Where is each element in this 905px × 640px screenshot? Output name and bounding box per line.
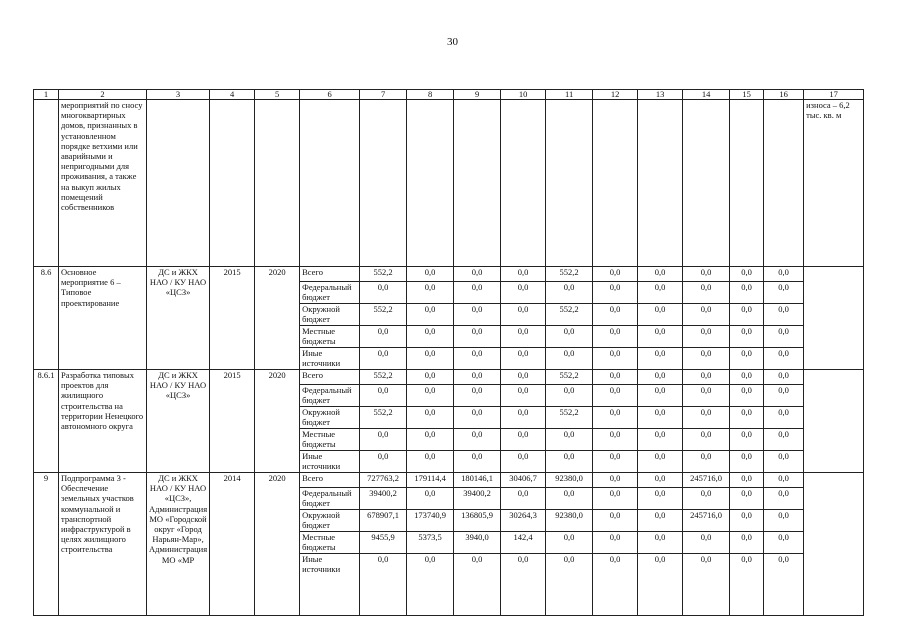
value-cell: 0,0 — [593, 451, 638, 473]
measure-name: мероприятий по сносу многоквартирных домов, признанных в установленном порядке ветхими или аварийными и непригодными для проживания, а также на выкуп жилых помещений собственников — [59, 100, 147, 267]
note-cell: износа – 6,2 тыс. кв. м — [804, 100, 864, 267]
value-cell: 0,0 — [638, 510, 683, 532]
table-row — [34, 267, 864, 282]
value-cell: 0,0 — [407, 267, 454, 282]
value-cell: 0,0 — [454, 429, 501, 451]
value-cell: 0,0 — [501, 370, 546, 385]
value-cell: 0,0 — [764, 282, 804, 304]
value-cell: 552,2 — [546, 370, 593, 385]
value-cell: 0,0 — [764, 488, 804, 510]
column-number: 8 — [407, 90, 454, 100]
value-cell: 0,0 — [546, 488, 593, 510]
value-cell: 0,0 — [730, 267, 764, 282]
funding-source: Окружной бюджет — [300, 510, 360, 532]
value-cell: 0,0 — [546, 348, 593, 370]
value-cell: 39400,2 — [360, 488, 407, 510]
value-cell: 0,0 — [454, 282, 501, 304]
value-cell: 0,0 — [683, 451, 730, 473]
value-cell: 552,2 — [546, 267, 593, 282]
value-cell: 0,0 — [638, 326, 683, 348]
column-number: 3 — [147, 90, 210, 100]
value-cell: 552,2 — [360, 304, 407, 326]
value-cell: 0,0 — [593, 554, 638, 616]
value-cell: 0,0 — [683, 429, 730, 451]
value-cell: 0,0 — [546, 282, 593, 304]
value-cell: 180146,1 — [454, 473, 501, 488]
value-cell: 0,0 — [454, 348, 501, 370]
funding-source: Федеральный бюджет — [300, 488, 360, 510]
value-cell: 0,0 — [501, 385, 546, 407]
value-cell: 0,0 — [730, 554, 764, 616]
value-cell: 142,4 — [501, 532, 546, 554]
funding-source: Всего — [300, 473, 360, 488]
value-cell: 0,0 — [593, 488, 638, 510]
executor-cell: ДС и ЖКХ НАО / КУ НАО «ЦСЗ», Администрация МО «Городской округ «Город Нарьян-Мар», Администрация МО «МР — [147, 473, 210, 616]
value-cell: 0,0 — [407, 451, 454, 473]
funding-source: Местные бюджеты — [300, 326, 360, 348]
value-cell: 0,0 — [546, 429, 593, 451]
value-cell: 727763,2 — [360, 473, 407, 488]
value-cell: 552,2 — [360, 370, 407, 385]
value-cell: 0,0 — [683, 282, 730, 304]
funding-source: Окружной бюджет — [300, 304, 360, 326]
value-cell: 0,0 — [683, 304, 730, 326]
value-cell: 0,0 — [730, 282, 764, 304]
value-cell: 0,0 — [638, 554, 683, 616]
value-cell: 0,0 — [407, 304, 454, 326]
value-cell: 136805,9 — [454, 510, 501, 532]
value-cell: 0,0 — [593, 326, 638, 348]
column-number: 9 — [454, 90, 501, 100]
value-cell: 0,0 — [593, 304, 638, 326]
funding-source: Иные источники — [300, 451, 360, 473]
column-number-row — [34, 90, 864, 100]
value-cell: 0,0 — [546, 532, 593, 554]
note-cell — [804, 473, 864, 616]
value-cell: 0,0 — [501, 267, 546, 282]
value-cell: 0,0 — [593, 429, 638, 451]
value-cell: 678907,1 — [360, 510, 407, 532]
value-cell: 179114,4 — [407, 473, 454, 488]
value-cell: 30264,3 — [501, 510, 546, 532]
value-cell: 0,0 — [360, 385, 407, 407]
value-cell: 0,0 — [546, 326, 593, 348]
value-cell: 0,0 — [683, 554, 730, 616]
value-cell: 0,0 — [764, 473, 804, 488]
value-cell: 0,0 — [638, 348, 683, 370]
value-cell: 0,0 — [593, 532, 638, 554]
column-number: 13 — [638, 90, 683, 100]
value-cell: 3940,0 — [454, 532, 501, 554]
column-number: 17 — [804, 90, 864, 100]
column-number: 2 — [59, 90, 147, 100]
funding-source: Федеральный бюджет — [300, 385, 360, 407]
value-cell: 0,0 — [360, 429, 407, 451]
value-cell: 9455,9 — [360, 532, 407, 554]
table-row — [34, 100, 864, 267]
value-cell: 0,0 — [683, 267, 730, 282]
value-cell: 0,0 — [683, 348, 730, 370]
value-cell: 0,0 — [683, 326, 730, 348]
funding-source: Местные бюджеты — [300, 532, 360, 554]
value-cell: 245716,0 — [683, 510, 730, 532]
value-cell: 0,0 — [764, 407, 804, 429]
value-cell: 0,0 — [730, 429, 764, 451]
value-cell: 0,0 — [454, 370, 501, 385]
value-cell: 0,0 — [764, 429, 804, 451]
value-cell: 0,0 — [454, 326, 501, 348]
start-year: 2015 — [210, 267, 255, 370]
value-cell: 0,0 — [360, 326, 407, 348]
value-cell: 0,0 — [593, 510, 638, 532]
column-number: 4 — [210, 90, 255, 100]
value-cell: 0,0 — [764, 510, 804, 532]
value-cell: 0,0 — [546, 385, 593, 407]
value-cell: 0,0 — [638, 532, 683, 554]
value-cell: 0,0 — [638, 304, 683, 326]
measure-name: Разработка типовых проектов для жилищного строительства на территории Ненецкого автономного округа — [59, 370, 147, 473]
value-cell: 0,0 — [407, 326, 454, 348]
end-year: 2020 — [255, 473, 300, 616]
executor-cell: ДС и ЖКХ НАО / КУ НАО «ЦСЗ» — [147, 267, 210, 370]
value-cell: 0,0 — [764, 267, 804, 282]
value-cell: 0,0 — [593, 473, 638, 488]
value-cell: 0,0 — [454, 451, 501, 473]
value-cell: 0,0 — [730, 385, 764, 407]
value-cell: 552,2 — [360, 407, 407, 429]
funding-source: Федеральный бюджет — [300, 282, 360, 304]
value-cell: 0,0 — [638, 385, 683, 407]
value-cell: 0,0 — [407, 348, 454, 370]
value-cell: 0,0 — [730, 532, 764, 554]
value-cell: 0,0 — [730, 326, 764, 348]
value-cell: 0,0 — [593, 282, 638, 304]
value-cell: 0,0 — [638, 407, 683, 429]
value-cell: 0,0 — [501, 282, 546, 304]
value-cell: 92380,0 — [546, 510, 593, 532]
column-number: 6 — [300, 90, 360, 100]
value-cell: 0,0 — [501, 488, 546, 510]
end-year: 2020 — [255, 370, 300, 473]
value-cell: 0,0 — [501, 451, 546, 473]
column-number: 14 — [683, 90, 730, 100]
value-cell: 552,2 — [360, 267, 407, 282]
value-cell: 0,0 — [683, 532, 730, 554]
value-cell: 0,0 — [730, 370, 764, 385]
value-cell: 0,0 — [454, 407, 501, 429]
value-cell: 0,0 — [501, 429, 546, 451]
funding-source: Иные источники — [300, 348, 360, 370]
column-number: 16 — [764, 90, 804, 100]
value-cell: 0,0 — [360, 282, 407, 304]
value-cell: 0,0 — [730, 510, 764, 532]
value-cell: 0,0 — [730, 473, 764, 488]
item-number: 8.6 — [34, 267, 59, 370]
value-cell: 0,0 — [730, 451, 764, 473]
value-cell: 0,0 — [501, 326, 546, 348]
column-number: 1 — [34, 90, 59, 100]
value-cell: 0,0 — [407, 429, 454, 451]
value-cell: 0,0 — [764, 304, 804, 326]
value-cell: 0,0 — [683, 370, 730, 385]
value-cell: 0,0 — [638, 473, 683, 488]
value-cell: 552,2 — [546, 304, 593, 326]
value-cell: 0,0 — [546, 451, 593, 473]
value-cell: 0,0 — [501, 407, 546, 429]
end-year: 2020 — [255, 267, 300, 370]
value-cell: 0,0 — [407, 385, 454, 407]
value-cell: 0,0 — [407, 282, 454, 304]
value-cell: 0,0 — [764, 385, 804, 407]
value-cell: 173740,9 — [407, 510, 454, 532]
value-cell: 0,0 — [454, 385, 501, 407]
value-cell: 0,0 — [730, 407, 764, 429]
executor-cell: ДС и ЖКХ НАО / КУ НАО «ЦСЗ» — [147, 370, 210, 473]
value-cell: 0,0 — [638, 267, 683, 282]
value-cell: 0,0 — [764, 348, 804, 370]
value-cell: 0,0 — [593, 348, 638, 370]
value-cell: 0,0 — [764, 451, 804, 473]
column-number: 10 — [501, 90, 546, 100]
funding-source: Всего — [300, 370, 360, 385]
measure-name: Основное мероприятие 6 – Типовое проектирование — [59, 267, 147, 370]
measure-name: Подпрограмма 3 - Обеспечение земельных участков коммунальной и транспортной инфраструктурой в целях жилищного строительства — [59, 473, 147, 616]
value-cell: 0,0 — [407, 370, 454, 385]
funding-source: Всего — [300, 267, 360, 282]
column-number: 12 — [593, 90, 638, 100]
column-number: 11 — [546, 90, 593, 100]
value-cell: 0,0 — [593, 267, 638, 282]
value-cell: 0,0 — [593, 385, 638, 407]
table-row — [34, 473, 864, 488]
value-cell: 0,0 — [638, 282, 683, 304]
value-cell: 0,0 — [730, 488, 764, 510]
value-cell: 0,0 — [683, 488, 730, 510]
value-cell: 0,0 — [593, 407, 638, 429]
value-cell: 0,0 — [546, 554, 593, 616]
value-cell: 0,0 — [764, 554, 804, 616]
value-cell: 0,0 — [360, 554, 407, 616]
start-year: 2015 — [210, 370, 255, 473]
value-cell: 0,0 — [764, 370, 804, 385]
item-number: 9 — [34, 473, 59, 616]
funding-source: Окружной бюджет — [300, 407, 360, 429]
funding-source: Местные бюджеты — [300, 429, 360, 451]
value-cell: 0,0 — [730, 348, 764, 370]
value-cell: 0,0 — [638, 451, 683, 473]
value-cell: 0,0 — [501, 554, 546, 616]
value-cell: 0,0 — [638, 370, 683, 385]
value-cell: 0,0 — [501, 304, 546, 326]
value-cell: 552,2 — [546, 407, 593, 429]
value-cell: 5373,5 — [407, 532, 454, 554]
value-cell: 0,0 — [454, 304, 501, 326]
value-cell: 0,0 — [730, 304, 764, 326]
value-cell: 0,0 — [360, 348, 407, 370]
value-cell: 0,0 — [764, 532, 804, 554]
value-cell: 0,0 — [638, 488, 683, 510]
value-cell: 0,0 — [454, 554, 501, 616]
value-cell: 0,0 — [593, 370, 638, 385]
note-cell — [804, 267, 864, 370]
value-cell: 0,0 — [683, 385, 730, 407]
value-cell: 0,0 — [501, 348, 546, 370]
value-cell: 0,0 — [407, 488, 454, 510]
value-cell: 0,0 — [360, 451, 407, 473]
program-table — [33, 89, 864, 616]
value-cell: 30406,7 — [501, 473, 546, 488]
item-number: 8.6.1 — [34, 370, 59, 473]
page-number: 30 — [447, 36, 458, 48]
value-cell: 0,0 — [764, 326, 804, 348]
column-number: 7 — [360, 90, 407, 100]
value-cell: 0,0 — [454, 267, 501, 282]
start-year: 2014 — [210, 473, 255, 616]
column-number: 15 — [730, 90, 764, 100]
note-cell — [804, 370, 864, 473]
value-cell: 0,0 — [407, 407, 454, 429]
table-row — [34, 370, 864, 385]
value-cell: 0,0 — [638, 429, 683, 451]
funding-source: Иные источники — [300, 554, 360, 616]
value-cell: 92380,0 — [546, 473, 593, 488]
value-cell: 0,0 — [407, 554, 454, 616]
value-cell: 0,0 — [683, 407, 730, 429]
value-cell: 39400,2 — [454, 488, 501, 510]
column-number: 5 — [255, 90, 300, 100]
value-cell: 245716,0 — [683, 473, 730, 488]
